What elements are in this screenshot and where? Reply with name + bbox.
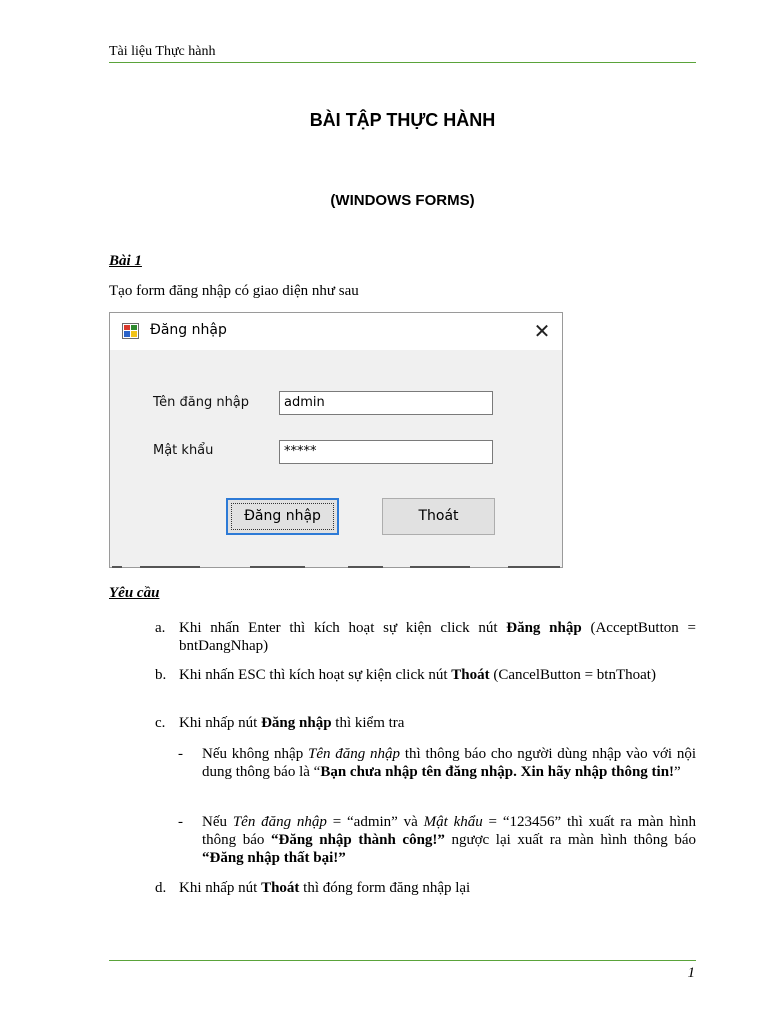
edge-artifact (410, 566, 470, 568)
close-icon[interactable]: ✕ (533, 319, 551, 343)
username-label: Tên đăng nhập (153, 395, 250, 410)
login-button-label: Đăng nhập (244, 508, 321, 524)
requirement-c-bullet-2: - Nếu Tên đăng nhập = “admin” và Mật khẩu = “123456” thì xuất ra màn hình thông báo “Đăng nhập thành công!” ngược lại xuất ra màn hình thông báo “Đăng nhập thất bại!” (178, 814, 697, 866)
edge-artifact (112, 566, 122, 568)
edge-artifact (140, 566, 200, 568)
page-subtitle: (WINDOWS FORMS) (330, 192, 475, 209)
edge-artifact (250, 566, 305, 568)
requirement-c-bullet-1: - Nếu không nhập Tên đăng nhập thì thông báo cho người dùng nhập vào với nội dung thông báo là “Bạn chưa nhập tên đăng nhập. Xin hãy nhập thông tin!” (178, 746, 696, 780)
footer-divider (109, 960, 696, 961)
requirement-a: a. Khi nhấn Enter thì kích hoạt sự kiện click nút Đăng nhập (AcceptButton = bntDangNhap) (155, 620, 696, 654)
login-window (109, 312, 563, 568)
requirements-heading: Yêu cầu (109, 585, 160, 601)
requirement-c: c. Khi nhấp nút Đăng nhập thì kiểm tra (155, 715, 405, 731)
username-input[interactable]: admin (279, 391, 493, 415)
exercise-intro: Tạo form đăng nhập có giao diện như sau (109, 283, 359, 299)
login-button[interactable] (226, 498, 339, 535)
edge-artifact (508, 566, 560, 568)
password-label: Mật khẩu (153, 443, 214, 458)
window-title: Đăng nhập (150, 322, 227, 338)
page-header: Tài liệu Thực hành (109, 44, 216, 59)
window-titlebar (110, 313, 562, 350)
exercise-heading: Bài 1 (109, 253, 142, 269)
page-number: 1 (687, 965, 695, 981)
exit-button[interactable]: Thoát (382, 498, 495, 535)
password-input[interactable]: ***** (279, 440, 493, 464)
edge-artifact (348, 566, 383, 568)
requirement-b: b. Khi nhấn ESC thì kích hoạt sự kiện click nút Thoát (CancelButton = btnThoat) (155, 667, 656, 683)
header-divider (109, 62, 696, 63)
page-title: BÀI TẬP THỰC HÀNH (309, 110, 496, 130)
requirement-d: d. Khi nhấp nút Thoát thì đóng form đăng nhập lại (155, 880, 471, 896)
focus-rect (231, 503, 334, 530)
form-app-icon (122, 323, 139, 339)
